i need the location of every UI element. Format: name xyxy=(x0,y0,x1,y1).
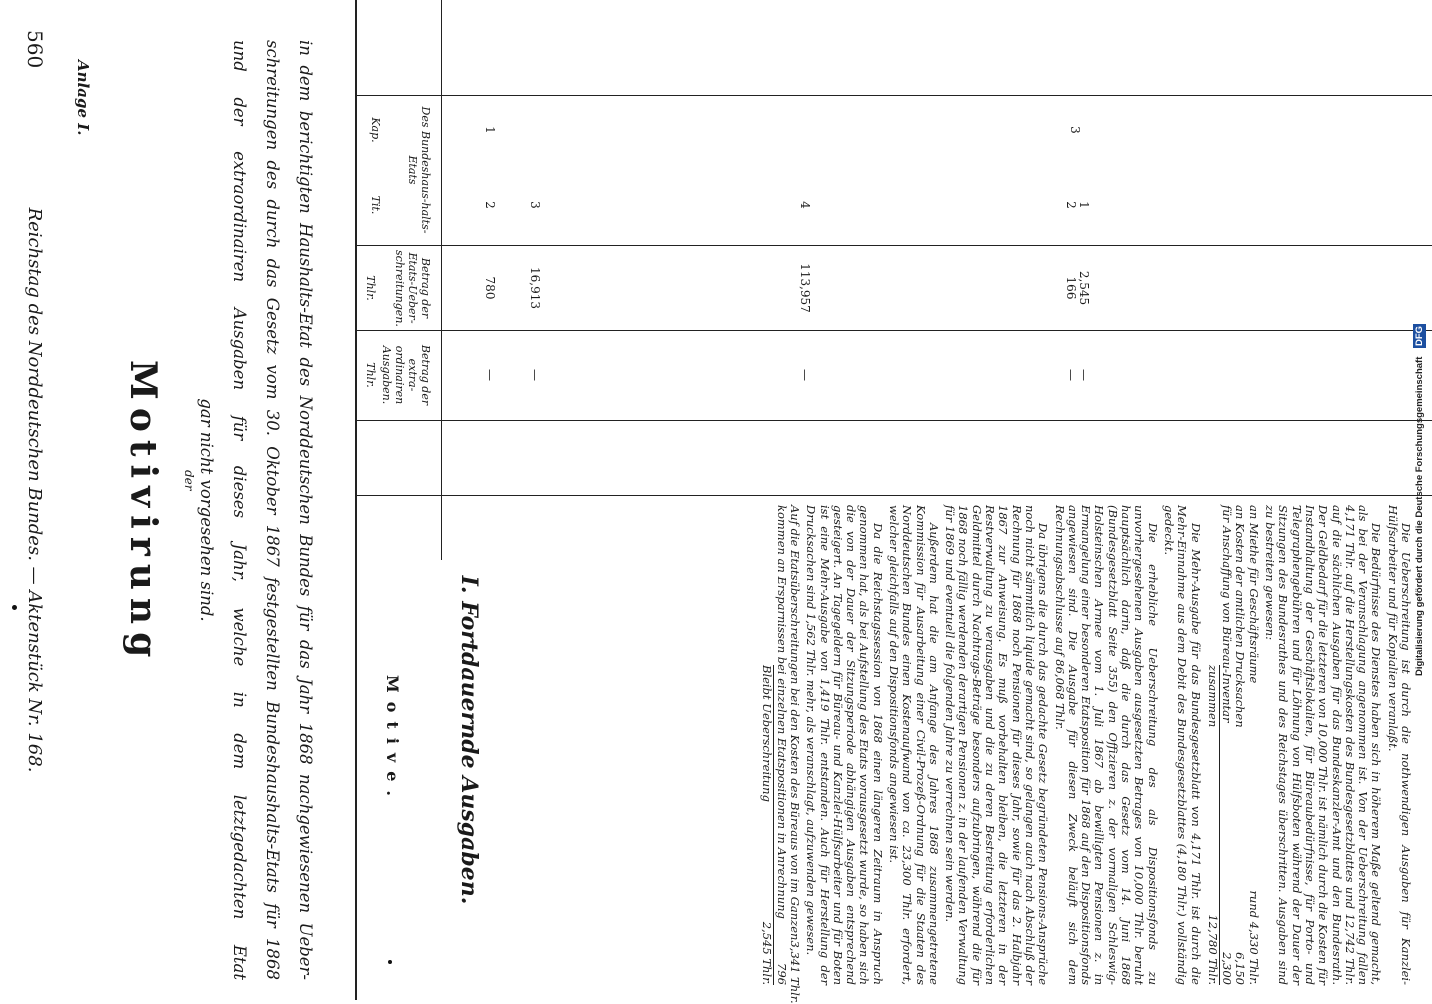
sum-item-prefix: rund xyxy=(1246,890,1261,919)
title-der: der xyxy=(182,470,196,491)
table-col-rule xyxy=(357,330,1432,331)
scan-speck xyxy=(12,605,17,610)
row-extra: — xyxy=(483,369,497,381)
row-ueber: 2,545 166 xyxy=(1064,270,1091,306)
credit-text: Digitalisierung gefördert durch die Deutsche Forschungsgemeinschaft xyxy=(1414,356,1425,677)
sum-item xyxy=(774,505,787,985)
sum-item xyxy=(1246,505,1259,985)
column-header-extraordinaire: Betrag der extra-ordinairen Ausgaben. xyxy=(380,344,432,406)
column-header-extra-unit: Thlr. xyxy=(364,362,377,388)
section-heading: I. Fortdauernde Ausgaben. xyxy=(456,575,482,905)
subtitle-line: schreitungen des durch das Gesetz vom 30. Oktober 1867 festgestellten Bundeshaushalts-Etats für 1868 xyxy=(263,40,282,980)
sum-item xyxy=(1233,505,1246,985)
table-top-rule xyxy=(355,0,357,1000)
running-title: Reichstag des Norddeutschen Bundes. — Aktenstück Nr. 168. xyxy=(24,207,46,773)
sum-total-label: Bleibt Ueberschreitung xyxy=(760,665,775,802)
paragraph: Da die Reichstagssession von 1868 einen längeren Zeitraum in Anspruch genommen hat, als bei Aufstellung des Etats vorausgesetzt wurde, so haben sich die von der Dauer der Sitzungsperiode abhängigen Ausgaben entsprechend gesteigert. An Tagegeldern für Büreau- und Kanzlei-Hülfsarbeiter und für Boten ist eine Mehr-Ausgabe von 1,419 Thlr. entstanden. Auch für Herstellung der Drucksachen sind 1,562 Thlr. mehr, als veranschlagt, aufzuwenden gewesen. xyxy=(804,505,885,985)
subtitle-line: in dem berichtigten Haushalts-Etat des Norddeutschen Bundes für das Jahr 1868 nachgewiesenen Ueber- xyxy=(296,40,315,980)
sum-item xyxy=(787,505,802,1004)
sum-item-label: an Miethe für Geschäftsräume xyxy=(1246,505,1261,684)
sum-item-label: für Anschaffung von Büreau-Inventar xyxy=(1220,505,1235,723)
column-header-ueberschreitungen: Betrag der Etats-Ueber-schreitungen. xyxy=(393,250,432,327)
row-extra: — xyxy=(798,369,812,381)
paragraph: Die Ueberschreitung ist durch die nothwendigen Ausgaben für Kanzlei-Hülfsarbeiter und für Kopialien veranlaßt. xyxy=(1385,505,1413,985)
table-col-rule xyxy=(357,495,1432,496)
motive-heading: Motive. xyxy=(383,675,402,805)
sum-total xyxy=(760,505,773,985)
table-col-rule xyxy=(357,95,1432,96)
dfg-logo: DFG xyxy=(1414,325,1425,347)
motive-text xyxy=(487,505,1413,1004)
subtitle-line: und der extraordinairen Ausgaben für dieses Jahr, welche in dem letztgedachten Etat xyxy=(230,40,249,980)
table-col-rule xyxy=(357,245,1432,246)
row-tit: 1 2 xyxy=(1064,201,1091,209)
row-ueber: 780 xyxy=(483,276,497,300)
sum-total-label: zusammen xyxy=(1205,665,1220,728)
row-ueber: 113,957 xyxy=(798,263,812,313)
row-extra: — xyxy=(528,369,542,381)
page-number: 560 xyxy=(23,30,47,69)
column-header-ueber-unit: Thlr. xyxy=(364,275,377,301)
sum-item-label: an Kosten der amtlichen Drucksachen xyxy=(1233,505,1248,728)
table-col-rule xyxy=(357,420,1432,421)
scan-speck xyxy=(388,960,392,964)
paragraph: Außerdem hat die am Anfange des Jahres 1868 zusammengetretene Kommission für Ausarbeitung einer Civil-Prozeß-Ordnung für die Staaten des Norddeutschen Bundes einen Kostenaufwand von ca. 23,300 Thlr. erfordert, welcher gleichfalls auf den Dispositionsfonds angewiesen ist. xyxy=(887,505,941,985)
row-tit: 3 xyxy=(528,201,542,209)
sum-item-amount: 6,150 xyxy=(1233,952,1248,985)
sum-item-amount: 3,341 Thlr. xyxy=(787,940,802,1004)
paragraph: Die erhebliche Ueberschreitung des als Dispositionsfonds zu unvorhergesehenen Ausgaben ausgesetzten Betrages von 10,000 Thlr. beruht hauptsächlich darin, daß die durch das Gesetz vom 14. Juni 1868 (Bundesgesetzblatt Seite 355) den Offizieren z. der vormaligen Schleswig-Holsteinschen Armee vom 1. Juli 1867 ab bewilligten Pensionen z. in Ermangelung einer besonderen Etatsposition für 1868 auf den Dispositionsfonds angewiesen sind. Die Ausgabe für diesen Zweck beläuft sich dem Rechnungsabschlusse auf 86,068 Thlr. xyxy=(1052,505,1160,985)
page-header xyxy=(20,30,50,890)
appendix-label: Anlage I. xyxy=(74,60,92,136)
document-subtitle xyxy=(190,40,322,980)
row-kap: 3 xyxy=(1068,126,1082,134)
paragraph: Die Mehr-Ausgabe für das Bundesgesetzblatt von 4,171 Thlr. ist durch die Mehr-Einnahme aus dem Debit des Bundesgesetzblattes (4,180 Thlr.) vollständig gedeckt. xyxy=(1161,505,1203,985)
sum-item-label: kommen an Ersparnissen bei einzelnen Etatspositionen in Anrechnung xyxy=(774,505,789,919)
row-ueber: 16,913 xyxy=(528,267,542,309)
row-kap: 1 xyxy=(483,126,497,134)
sum-item-amount: 4,330 Thlr. xyxy=(1246,921,1261,985)
paragraph: Da übrigens die durch das gedachte Gesetz begründeten Pensions-Ansprüche noch nicht sämmtlich liquide gemacht sind, so gelangen auch nach Abschluß der Rechnung für 1868 noch Pensionen für dieses Jahr, sowie für das 2. Halbjahr 1867 zur Anweisung. Es muß vorbehalten bleiben, die letzteren in der Restverwaltung zu verausgaben und die zu deren Bestreitung erforderlichen Geldmittel durch Nachtrags-Beträge besonders aufzubringen, während die für 1868 noch fällig werdenden derartigen Pensionen z. in der laufenden Verwaltung für 1869 und eventuell die folgenden Jahre zu verrechnen sein werden. xyxy=(943,505,1051,985)
paragraph: Die Bedürfnisse des Dienstes haben sich in höherem Maße geltend gemacht, als bei der Veranschlagung angenommen ist. Von der Ueberschreitung fallen 4,171 Thlr. auf die Herstellungskosten des Bundesgesetzblattes und 12,742 Thlr. auf die sächlichen Ausgaben für das Bundeskanzler-Amt und den Bundesrath. Der Geldbedarf für die letzteren von 10,000 Thlr. ist nämlich durch die Kosten für Instandhaltung der Geschäftslokalien, für Büreaubedürfnisse, für Porto- und Telegraphengebühren und für Löhnung von Hülfsboten während der Dauer der Sitzungen des Bundesrathes und des Reichstages überschritten. Ausgaben sind zu bestreiten gewesen: xyxy=(1263,505,1384,985)
row-tit: 2 xyxy=(483,201,497,209)
digitization-credit xyxy=(1414,30,1430,970)
row-tit: 4 xyxy=(798,201,812,209)
column-header-etat: Des Bundeshaus-halts-Etats xyxy=(406,106,432,234)
page-title: Motivirung xyxy=(122,360,164,666)
table-head-rule xyxy=(441,0,442,560)
sum-item-amount: 2,300 xyxy=(1220,952,1235,985)
sum-total-amount: 2,545 Thlr. xyxy=(760,921,775,985)
sum-item-amount: 796 xyxy=(774,963,789,985)
sum-total-amount: 12,780 Thlr. xyxy=(1205,914,1220,985)
sum-item xyxy=(1220,505,1233,985)
subtitle-line: gar nicht vorgesehen sind. xyxy=(197,398,216,622)
column-header-tit: Tit. xyxy=(369,195,382,215)
sum-item-label: Auf die Etatsüberschreitungen bei den Kosten des Büreaus von im Ganzen xyxy=(787,505,802,941)
sum-total xyxy=(1206,505,1219,985)
row-extra: — — xyxy=(1064,369,1091,381)
column-header-kap: Kap. xyxy=(369,117,382,143)
